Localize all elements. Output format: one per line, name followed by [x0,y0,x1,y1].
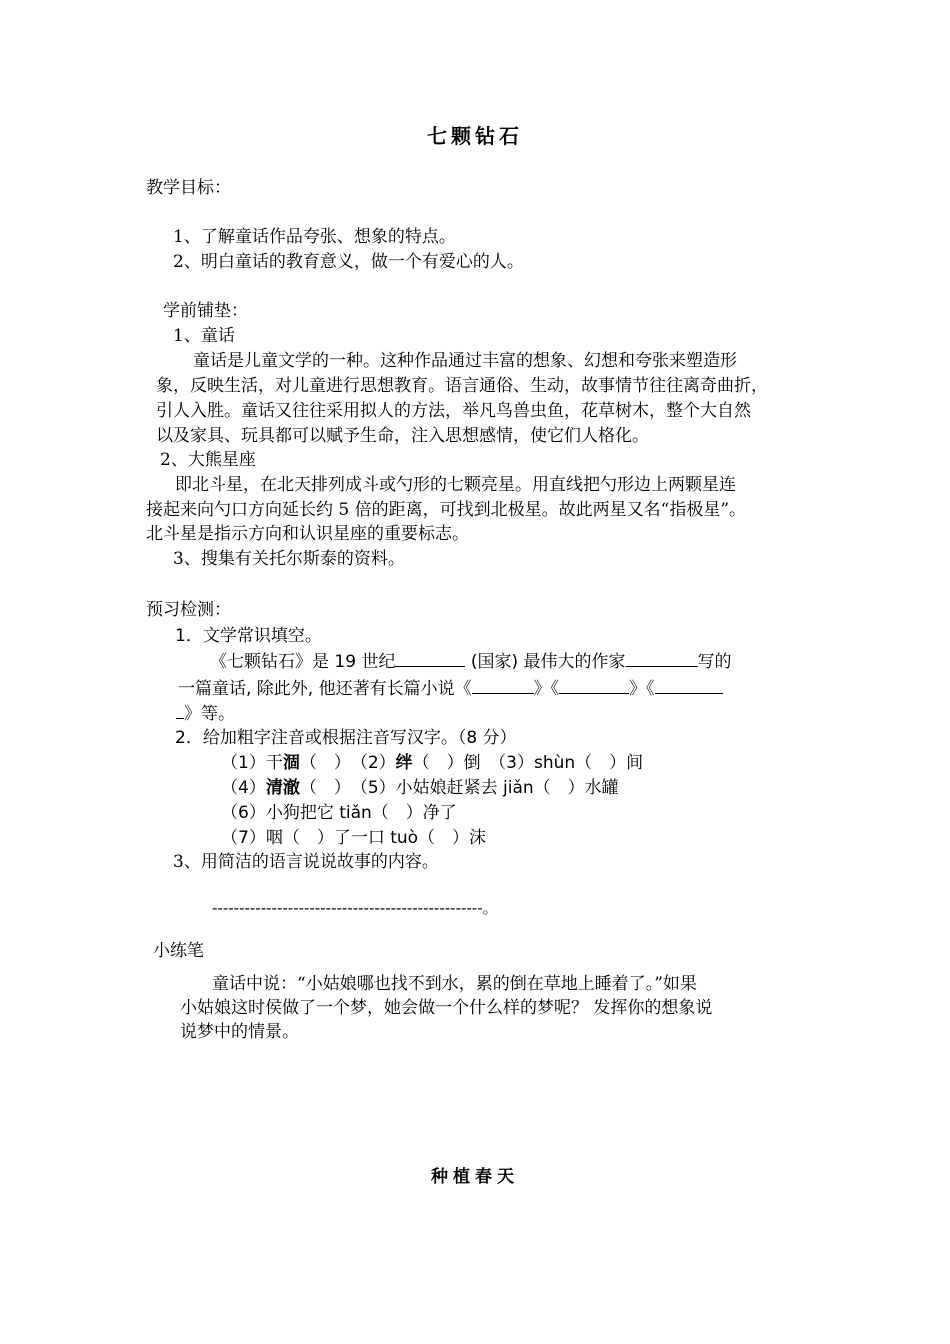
question-text: （1）干 [221,753,283,773]
question-text: 一篇童话, 除此外, 他还著有长篇小说《 [178,679,472,699]
goal-item: 1、了解童话作品夸张、想象的特点。 [173,227,456,247]
prep-heading: 学前铺垫： [163,301,248,321]
blank-field[interactable] [395,649,465,667]
question-text: 》《 [629,679,655,699]
question-title: 2．给加粗字注音或根据注音写汉字。（8 分） [175,728,517,748]
question-text: （ ） （5）小姑娘赶紧去 jiǎn（ ）水罐 [299,778,619,798]
question-text: 《七颗钻石》是 19 世纪 [210,652,396,672]
blank-field[interactable] [626,649,698,667]
goal-item: 2、明白童话的教育意义，做一个有爱心的人。 [173,252,524,272]
question-line [221,776,619,800]
blank-field[interactable] [176,701,184,719]
blank-field[interactable] [655,676,723,694]
question-text: （4） [221,778,266,798]
prep-paragraph-line: 童话是儿童文学的一种。这种作品通过丰富的想象、幻想和夸张来塑造形 [193,351,737,371]
question-title: 3、用简洁的语言说说故事的内容。 [173,852,439,872]
question-text: （ ）倒 （3）shùn（ ）间 [412,753,644,773]
preview-heading: 预习检测： [146,600,231,620]
prep-paragraph-line: 北斗星是指示方向和认识星座的重要标志。 [146,524,469,544]
practice-line: 小姑娘这时侯做了一个梦，她会做一个什么样的梦呢？ 发挥你的想象说 [180,998,713,1018]
question-text: 写的 [697,652,732,672]
next-section-title: 种植春天 [431,1167,519,1187]
practice-line: 说梦中的情景。 [180,1022,299,1042]
prep-paragraph-line: 接起来向勺口方向延长约 5 倍的距离，可找到北极星。故此两星又名“指极星”。 [146,500,747,520]
practice-line: 童话中说：“小姑娘哪也找不到水，累的倒在草地上睡着了。”如果 [212,974,697,994]
practice-heading: 小练笔 [153,941,204,961]
question-text: (国家) 最伟大的作家 [465,652,626,672]
page-title: 七颗钻石 [427,124,523,148]
prep-paragraph-line: 即北斗星，在北天排列成斗或勺形的七颗亮星。用直线把勺形边上两颗星连 [175,475,736,495]
question-line: （7）咽（ ）了一口 tuò（ ）沫 [221,828,487,848]
question-text: （ ） （2） [299,753,396,773]
question-text: 》等。 [184,704,235,724]
question-text: 》《 [533,679,560,699]
prep-paragraph-line: 引人入胜。童话又往往采用拟人的方法，举凡鸟兽虫鱼，花草树木，整个大自然 [156,401,751,421]
prep-item-title: 2、大熊星座 [160,450,256,470]
bold-char: 清澈 [265,778,300,798]
prep-item-title: 1、童话 [173,326,235,346]
question-line: （6）小狗把它 tiǎn（ ）净了 [221,803,457,823]
question-line [176,701,235,726]
blank-field[interactable] [472,676,534,694]
prep-paragraph-line: 象，反映生活，对儿童进行思想教育。语言通俗、生动，故事情节往往离奇曲折， [156,376,768,396]
goals-heading: 教学目标： [146,178,231,198]
bold-char: 绊 [395,753,413,773]
blank-field[interactable] [559,676,629,694]
question-line [221,751,643,775]
question-line [210,649,732,674]
question-line [178,676,723,701]
bold-char: 涸 [282,753,300,773]
question-title: 1．文学常识填空。 [175,626,322,646]
prep-paragraph-line: 以及家具、玩具都可以赋予生命，注入思想感情，使它们人格化。 [156,426,649,446]
answer-line[interactable]: --------------------------------------------------。 [212,899,498,917]
prep-item-title: 3、搜集有关托尔斯泰的资料。 [173,549,405,569]
